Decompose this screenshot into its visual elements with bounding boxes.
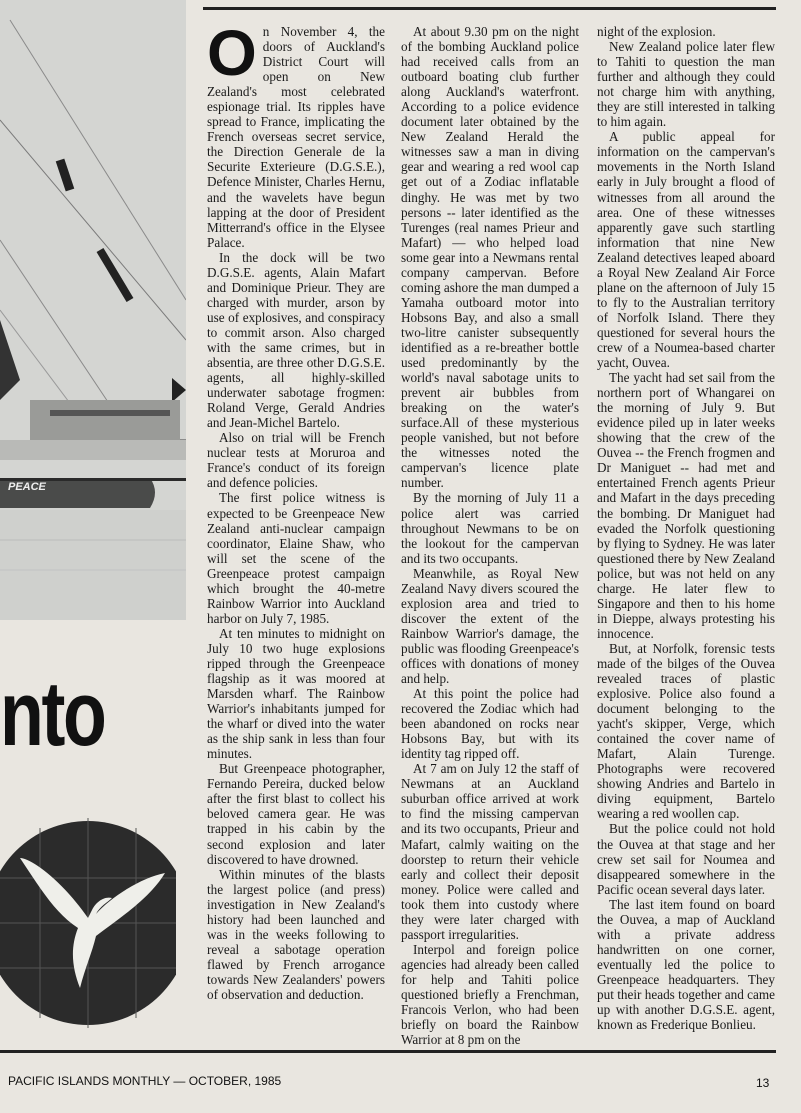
paragraph: A public appeal for information on the campervan's movements in the North Island early in July brought a flood of witnesses from all around the area. One of these witnesses apparently gave such startling information that nine New Zealand detectives leaped aboard a Royal New Zealand Air Force plane on the afternoon of July 15 to fly to the Australian territory of Norfolk Island. There they questioned for several hours the crew of a Noumea-based charter yacht, Ouvea. bbox=[597, 129, 775, 371]
paragraph: night of the explosion. bbox=[597, 24, 716, 39]
paragraph: At ten minutes to midnight on July 10 two huge explosions ripped through the Greenpeace flagship as it was moored at Marsden wharf. The Rainbow Warrior's inhabitants jumped for the wharf or dived into the water as the ship sank in less than four minutes. bbox=[207, 625, 385, 762]
paragraph: On November 4, the doors of Auckland's District Court will open on New Zealand's most celebrated espionage trial. Its ripples have spread to France, implicating the French overseas secret service, the Direction Generale de la Securite Exterieure (D.G.S.E.), Defence Minister, Charles Hernu, and the wavelets have begun lapping at the door of President Mitterrand's office in the Elysee Palace. bbox=[207, 17, 385, 250]
paragraph: By the morning of July 11 a police alert was carried throughout Newmans to be on the lookout for the campervan and its two occupants. bbox=[401, 490, 579, 566]
paragraph: Meanwhile, as Royal New Zealand Navy divers scoured the explosion area and tried to discover the extent of the Rainbow Warrior's damage, the public was flooding Greenpeace's offices with donations of money and help. bbox=[401, 565, 579, 687]
paragraph: New Zealand police later flew to Tahiti to question the man further and although they could not charge him with anything, they are still interested in talking to him again. bbox=[597, 39, 775, 130]
paragraph: Within minutes of the blasts the largest police (and press) investigation in New Zealand's history had been launched and was in the weeks following to reveal a sabotage operation flawed by French arrogance towards New Zealanders' powers of observation and deduction. bbox=[207, 866, 385, 1002]
paragraph: In the dock will be two D.G.S.E. agents, Alain Mafart and Dominique Prieur. They are charged with murder, arson by use of explosives, and conspiracy to commit arson. Also charged with the same crimes, but in absentia, are three other D.G.S.E. agents, all highly-skilled underwater sabotage frogmen: Roland Verge, Gerald Andries and Jean-Michel Bartelo. bbox=[207, 249, 385, 431]
paragraph: But Greenpeace photographer, Fernando Pereira, ducked below after the first blast to collect his beloved camera gear. He was trapped in his cabin by the second explosion and later discovered to have drowned. bbox=[207, 761, 385, 867]
top-rule bbox=[203, 7, 776, 10]
paragraph: At about 9.30 pm on the night of the bombing Auckland police had received calls from an outboard boating club further along Auckland's waterfront. According to a police evidence document later obtained by the New Zealand Herald the witnesses saw a man in diving gear and wearing a red wool cap get out of a Zodiac inflatable dinghy. He was met by two persons -- later identified as the Turenges (real names Prieur and Mafart) — who helped load some gear into a Newmans rental company campervan. Before coming ashore the man dumped a Yamaha outboard motor into Hobsons Bay, and also a small two-litre canister subsequently identified as a re-breather bottle used predominantly by the world's naval sabotage units to prevent air bubbles from breaking on the water's surface.All of these mysterious people vanished, but not before the witnesses noted the campervan's licence plate number. bbox=[401, 24, 579, 491]
page-number: 13 bbox=[756, 1076, 770, 1090]
dove-emblem-icon bbox=[0, 818, 176, 1033]
boat-label: PEACE bbox=[8, 481, 46, 493]
article-column-1 bbox=[207, 17, 385, 1002]
paragraph: The first police witness is expected to be Greenpeace New Zealand anti-nuclear campaign coordinator, Elaine Shaw, who will set the scene of the Greenpeace protest campaign which brought the 40-metre Rainbow Warrior into Auckland harbor on July 7, 1985. bbox=[207, 490, 385, 626]
paragraph: But the police could not hold the Ouvea at that stage and her crew set sail for Noumea and disappeared somewhere in the Pacific ocean several days later. bbox=[597, 821, 775, 897]
paragraph: The last item found on board the Ouvea, a map of Auckland with a private address handwritten on one corner, eventually led the police to Greenpeace headquarters. They put their heads together and came up with another D.G.S.E. agent, known as Frederique Bonlieu. bbox=[597, 896, 775, 1033]
paragraph: At this point the police had recovered the Zodiac which had been abandoned on rocks near Hobsons Bay, but with its identity tag ripped off. bbox=[401, 686, 579, 762]
publication-footer: PACIFIC ISLANDS MONTHLY — OCTOBER, 1985 bbox=[8, 1074, 282, 1088]
paragraph: The yacht had set sail from the northern port of Whangarei on the morning of July 9. But evidence piled up in later weeks showing that the crew of the Ouvea -- the French frogmen and Dr Maniguet -- had met and entertained French agents Prieur and Mafart in the days preceding the bombing. Dr Maniguet had evaded the Norfolk questioning by flying to Sydney. He was later questioned there by New Zealand police, but was not held on any charge. He later flew to Singapore and then to his home in Dieppe, always protesting his innocence. bbox=[597, 370, 775, 641]
paragraph: Interpol and foreign police agencies had already been called for help and Tahiti police questioned briefly a Frenchman, Francois Verlon, who had been briefly on board the Rainbow Warrior at 8 pm on the bbox=[401, 941, 579, 1048]
headline-fragment: nto bbox=[0, 663, 105, 765]
drop-cap: O bbox=[207, 17, 257, 89]
article-column-3 bbox=[597, 24, 775, 1032]
bottom-rule bbox=[0, 1050, 776, 1053]
paragraph: But, at Norfolk, forensic tests made of the bilges of the Ouvea revealed traces of plastic explosive. Police also found a document belonging to the yacht's skipper, Verge, which contained the cover name of Mafart, Alain Turenge. Photographs were recovered showing Andries and Bartelo in diving equipment, Bartelo wearing a red woollen cap. bbox=[597, 640, 775, 822]
article-column-2 bbox=[401, 24, 579, 1047]
paragraph: At 7 am on July 12 the staff of Newmans at an Auckland suburban office arrived at work to find the missing campervan and its two occupants, Prieur and Mafart, calmly waiting on the doorstep to return their vehicle early and collect their deposit money. Police were called and took them into custody where they were later charged with passport irregularities. bbox=[401, 761, 579, 942]
rainbow-warrior-photo bbox=[0, 0, 186, 620]
paragraph: Also on trial will be French nuclear tests at Moruroa and France's conduct of its foreign and defence policies. bbox=[207, 430, 385, 491]
